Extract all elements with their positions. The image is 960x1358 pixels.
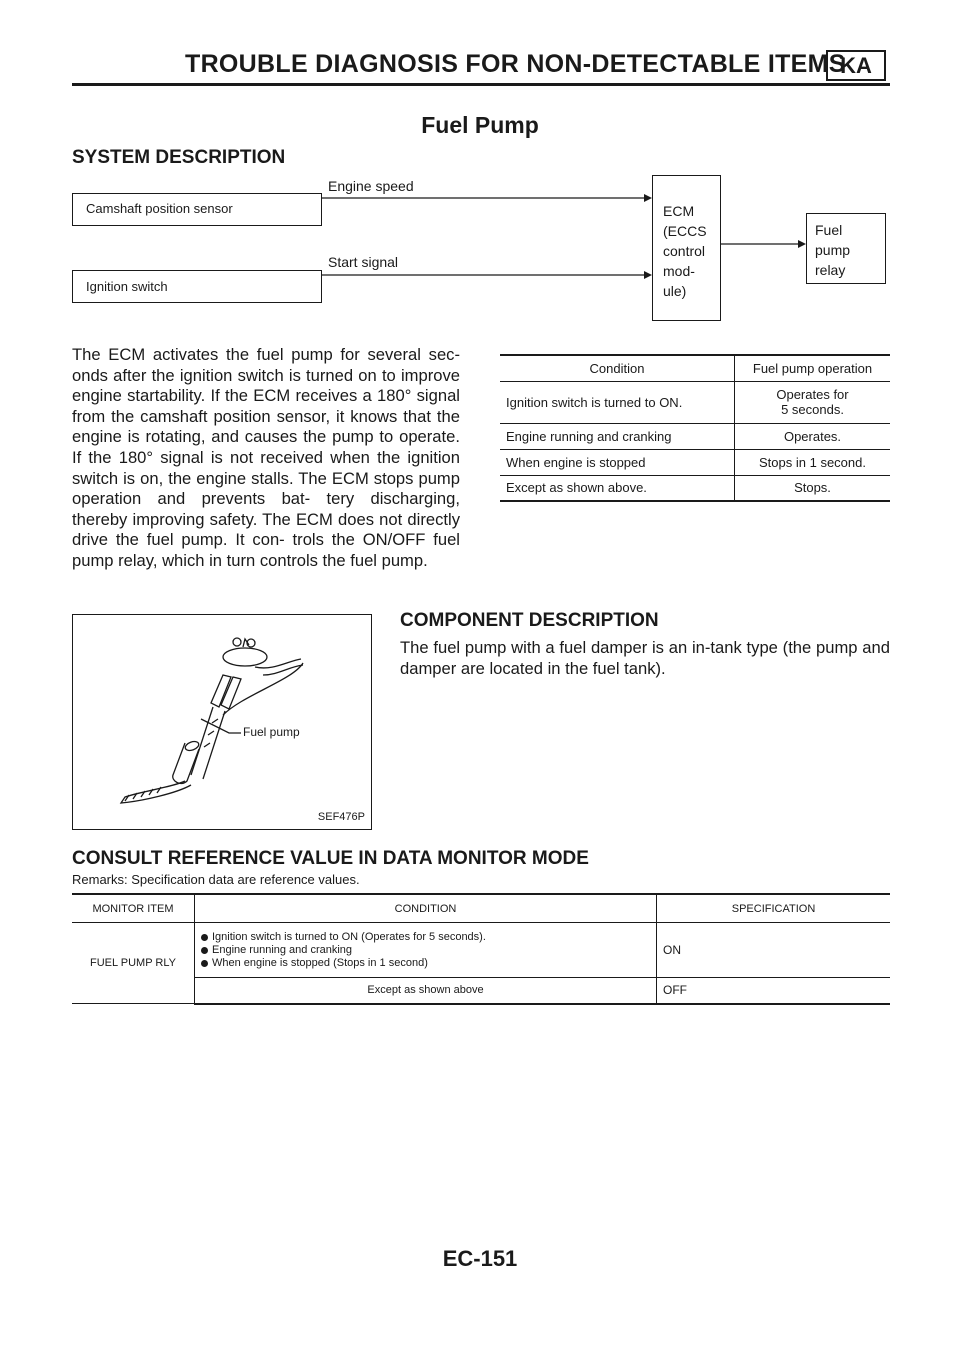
ecm-line-4: mod- bbox=[663, 263, 695, 279]
table-row bbox=[500, 423, 890, 449]
ecm-line-1: ECM bbox=[663, 203, 695, 219]
header-title: TROUBLE DIAGNOSIS FOR NON-DETECTABLE ITEMS bbox=[185, 50, 846, 78]
list-item bbox=[201, 944, 650, 957]
fuel-pump-illustration bbox=[73, 615, 371, 829]
relay-line-1: Fuel bbox=[815, 222, 843, 238]
table-header-operation: Fuel pump operation bbox=[735, 355, 891, 381]
header-badge: KA bbox=[826, 50, 886, 81]
page-title: Fuel Pump bbox=[421, 112, 539, 138]
bullet-icon bbox=[201, 947, 208, 954]
operation-line-2: 5 seconds. bbox=[781, 402, 844, 417]
component-description-heading: COMPONENT DESCRIPTION bbox=[400, 610, 659, 631]
system-description-text: The ECM activates the fuel pump for several sec- onds after the ignition switch is turned on to improve engine startability. If the ECM receives a 180° signal from the camshaft position sensor, it knows that the engine is rotating, and causes the pump to operate. If the 180° signal is not received when the ignition switch is on, the engine stalls. The ECM stops pump operation and prevents bat- tery discharging, thereby improving safety. The ECM does not directly drive the fuel pump. It con- trols the ON/OFF fuel pump relay, which in turn controls the fuel pump. bbox=[72, 345, 460, 570]
page-number: EC-151 bbox=[442, 1246, 518, 1271]
condition-text: Ignition switch is turned to ON (Operates for 5 seconds). bbox=[212, 930, 486, 943]
start-signal-label: Start signal bbox=[328, 254, 399, 270]
arrow-head-icon bbox=[644, 271, 652, 279]
consult-reference-table bbox=[72, 893, 890, 1005]
arrow-head-icon bbox=[644, 194, 652, 202]
condition-off-cell: Except as shown above bbox=[195, 978, 657, 1004]
table-row bbox=[72, 923, 890, 978]
bullet-icon bbox=[201, 960, 208, 967]
operation-cell: Stops. bbox=[735, 475, 891, 501]
spec-on-cell: ON bbox=[657, 923, 891, 978]
ecm-line-3: control bbox=[663, 243, 706, 259]
arrow-head-icon bbox=[798, 240, 806, 248]
ecm-line-5: ule) bbox=[663, 283, 687, 299]
consult-heading: CONSULT REFERENCE VALUE IN DATA MONITOR MODE bbox=[72, 848, 589, 869]
operation-line-1: Operates for bbox=[776, 387, 849, 402]
operation-cell: Operates. bbox=[735, 423, 891, 449]
fuel-pump-label: Fuel pump bbox=[243, 725, 300, 739]
consult-remarks: Remarks: Specification data are reference values. bbox=[72, 872, 360, 887]
operation-cell: Stops in 1 second. bbox=[735, 449, 891, 475]
condition-cell: Engine running and cranking bbox=[500, 423, 735, 449]
header-monitor-item: MONITOR ITEM bbox=[72, 894, 195, 923]
table-header-condition: Condition bbox=[500, 355, 735, 381]
list-item bbox=[201, 957, 650, 970]
condition-cell: Ignition switch is turned to ON. bbox=[500, 381, 735, 423]
header-specification: SPECIFICATION bbox=[657, 894, 891, 923]
ignition-switch-label: Ignition switch bbox=[86, 279, 168, 294]
diagram-arrows bbox=[0, 0, 960, 340]
condition-on-cell bbox=[195, 923, 657, 978]
fuel-pump-operation-table bbox=[500, 354, 890, 502]
ecm-line-2: (ECCS bbox=[663, 223, 707, 239]
table-row bbox=[500, 381, 890, 423]
camshaft-sensor-label: Camshaft position sensor bbox=[86, 201, 233, 216]
figure-code: SEF476P bbox=[317, 811, 365, 823]
condition-cell: When engine is stopped bbox=[500, 449, 735, 475]
operation-cell bbox=[735, 381, 891, 423]
spec-off-cell: OFF bbox=[657, 978, 891, 1004]
engine-speed-label: Engine speed bbox=[328, 178, 414, 194]
list-item bbox=[201, 931, 650, 944]
condition-text: Engine running and cranking bbox=[212, 943, 353, 956]
table-row bbox=[72, 978, 890, 1004]
condition-cell: Except as shown above. bbox=[500, 475, 735, 501]
table-row bbox=[500, 449, 890, 475]
relay-line-2: pump bbox=[815, 242, 851, 258]
fuel-pump-figure bbox=[72, 614, 372, 830]
component-description-text: The fuel pump with a fuel damper is an in-tank type (the pump and damper are located in the fuel tank). bbox=[400, 638, 890, 678]
monitor-item-cell: FUEL PUMP RLY bbox=[72, 923, 195, 1004]
relay-line-3: relay bbox=[815, 262, 846, 278]
bullet-icon bbox=[201, 934, 208, 941]
table-row bbox=[500, 475, 890, 501]
condition-text: When engine is stopped (Stops in 1 second) bbox=[212, 956, 428, 969]
header-condition: CONDITION bbox=[195, 894, 657, 923]
system-description-heading: SYSTEM DESCRIPTION bbox=[72, 147, 286, 168]
